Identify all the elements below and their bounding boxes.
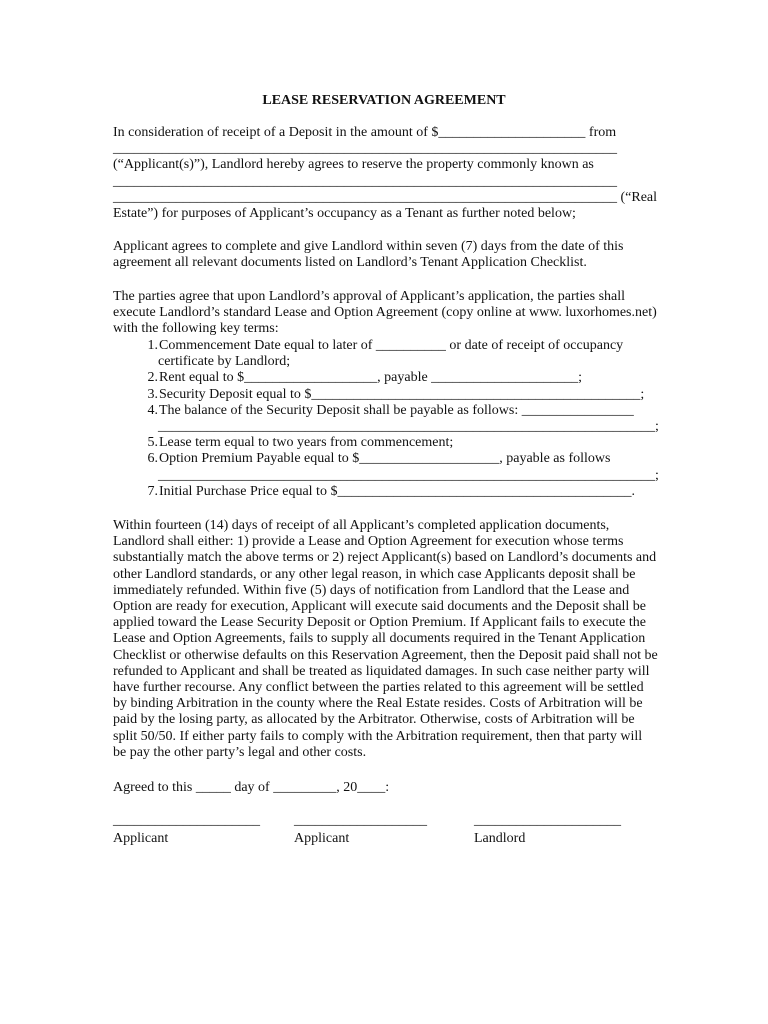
list-text: The balance of the Security Deposit shall be payable as follows: ________________ (159, 402, 634, 418)
paragraph-line: paid by the losing party, as allocated by the Arbitrator. Otherwise, costs of Arbitration will be (113, 712, 635, 728)
paragraph-line: be pay the other party’s legal and other costs. (113, 744, 367, 760)
list-number: 3. (147, 386, 158, 402)
paragraph-line: applied toward the Lease Security Deposit or Option Premium. If Applicant fails to execute the (113, 615, 647, 631)
intro-line: (“Applicant(s)”), Landlord hereby agrees to reserve the property commonly known as (113, 157, 594, 173)
paragraph-line: Lease and Option Agreements, fails to supply all documents required in the Tenant Application (113, 631, 646, 647)
list-text-continued: _______________________________________________________________________; (158, 467, 659, 483)
list-item (113, 387, 658, 403)
signature-label: Applicant (294, 831, 350, 846)
list-item (113, 484, 658, 500)
list-text: Security Deposit equal to $_______________________________________________; (159, 386, 645, 402)
paragraph-line: agreement all relevant documents listed on Landlord’s Tenant Application Checklist. (113, 255, 587, 271)
signature-label: Landlord (474, 831, 526, 846)
list-text: Option Premium Payable equal to $____________________, payable as follows (159, 451, 611, 467)
list-item (113, 451, 658, 467)
intro-line: In consideration of receipt of a Deposit in the amount of $_____________________ from (113, 125, 617, 140)
agreed-date-line (113, 780, 658, 796)
list-text: Rent equal to $___________________, payable _____________________; (159, 370, 583, 386)
documents-paragraph (113, 239, 658, 271)
conditions-paragraph (113, 518, 658, 761)
key-terms-list (113, 338, 658, 500)
paragraph-line: Landlord shall either: 1) provide a Lease and Option Agreement for execution whose terms (113, 534, 624, 550)
signature-label: Applicant (113, 831, 169, 846)
list-text-continued: _______________________________________________________________________; (158, 419, 659, 435)
signature-block-landlord (474, 812, 621, 848)
terms-intro-paragraph (113, 289, 658, 338)
signature-line: _____________________ (113, 813, 260, 828)
signature-line: ___________________ (294, 813, 427, 828)
paragraph-line: other Landlord standards, or any other legal reason, in which case Applicants deposit shall be (113, 566, 636, 582)
paragraph-line: by binding Arbitration in the county where the Real Estate resides. Costs of Arbitration will be (113, 696, 643, 712)
list-number: 1. (147, 338, 158, 353)
list-number: 7. (147, 483, 158, 499)
signature-block-applicant-2 (294, 812, 427, 848)
paragraph-line: refunded to Applicant and shall be treated as liquidated damages. In such case neither party will (113, 663, 650, 679)
list-number: 4. (147, 402, 158, 418)
list-item (113, 370, 658, 386)
intro-paragraph (113, 125, 658, 222)
paragraph-line: with the following key terms: (113, 321, 279, 337)
paragraph-line: Checklist or otherwise defaults on this Reservation Agreement, then the Deposit paid shall not be (113, 647, 658, 663)
paragraph-line: substantially match the above terms or 2) reject Applicant(s) based on Landlord’s documents and (113, 550, 657, 566)
list-text-continued: certificate by Landlord; (158, 354, 291, 370)
signature-block-applicant-1 (113, 812, 260, 848)
paragraph-line: Within fourteen (14) days of receipt of all Applicant’s completed application documents, (113, 518, 610, 533)
list-text: Commencement Date equal to later of __________ or date of receipt of occupancy (159, 338, 624, 353)
agreed-line: Agreed to this _____ day of _________, 20____: (113, 780, 390, 795)
list-number: 2. (147, 370, 158, 386)
list-item (113, 435, 658, 451)
intro-line: ________________________________________________________________________ (“Real (113, 189, 658, 205)
intro-line: ________________________________________________________________________ (113, 141, 617, 157)
paragraph-line: have further recourse. Any conflict between the parties related to this agreement will be settled (113, 680, 644, 696)
list-item (113, 403, 658, 419)
intro-line: Estate”) for purposes of Applicant’s occupancy as a Tenant as further noted below; (113, 206, 576, 222)
list-text: Lease term equal to two years from commencement; (159, 435, 454, 451)
paragraph-line: immediately refunded. Within five (5) days of notification from Landlord that the Lease and (113, 582, 630, 598)
paragraph-line: split 50/50. If either party fails to comply with the Arbitration requirement, then that party will (113, 728, 643, 744)
list-number: 5. (147, 435, 158, 451)
document-title: LEASE RESERVATION AGREEMENT (262, 93, 506, 108)
list-number: 6. (147, 451, 158, 467)
intro-line: ________________________________________________________________________ (113, 173, 617, 189)
paragraph-line: execute Landlord’s standard Lease and Option Agreement (copy online at www. luxorhomes.net) (113, 305, 657, 321)
paragraph-line: The parties agree that upon Landlord’s approval of Applicant’s application, the parties shall (113, 289, 626, 304)
paragraph-line: Applicant agrees to complete and give Landlord within seven (7) days from the date of this (113, 239, 624, 254)
list-text: Initial Purchase Price equal to $__________________________________________. (159, 483, 635, 499)
list-item (113, 338, 658, 354)
paragraph-line: Option are ready for execution, Applicant will execute said documents and the Deposit shall be (113, 599, 647, 615)
signature-line: _____________________ (474, 813, 621, 828)
